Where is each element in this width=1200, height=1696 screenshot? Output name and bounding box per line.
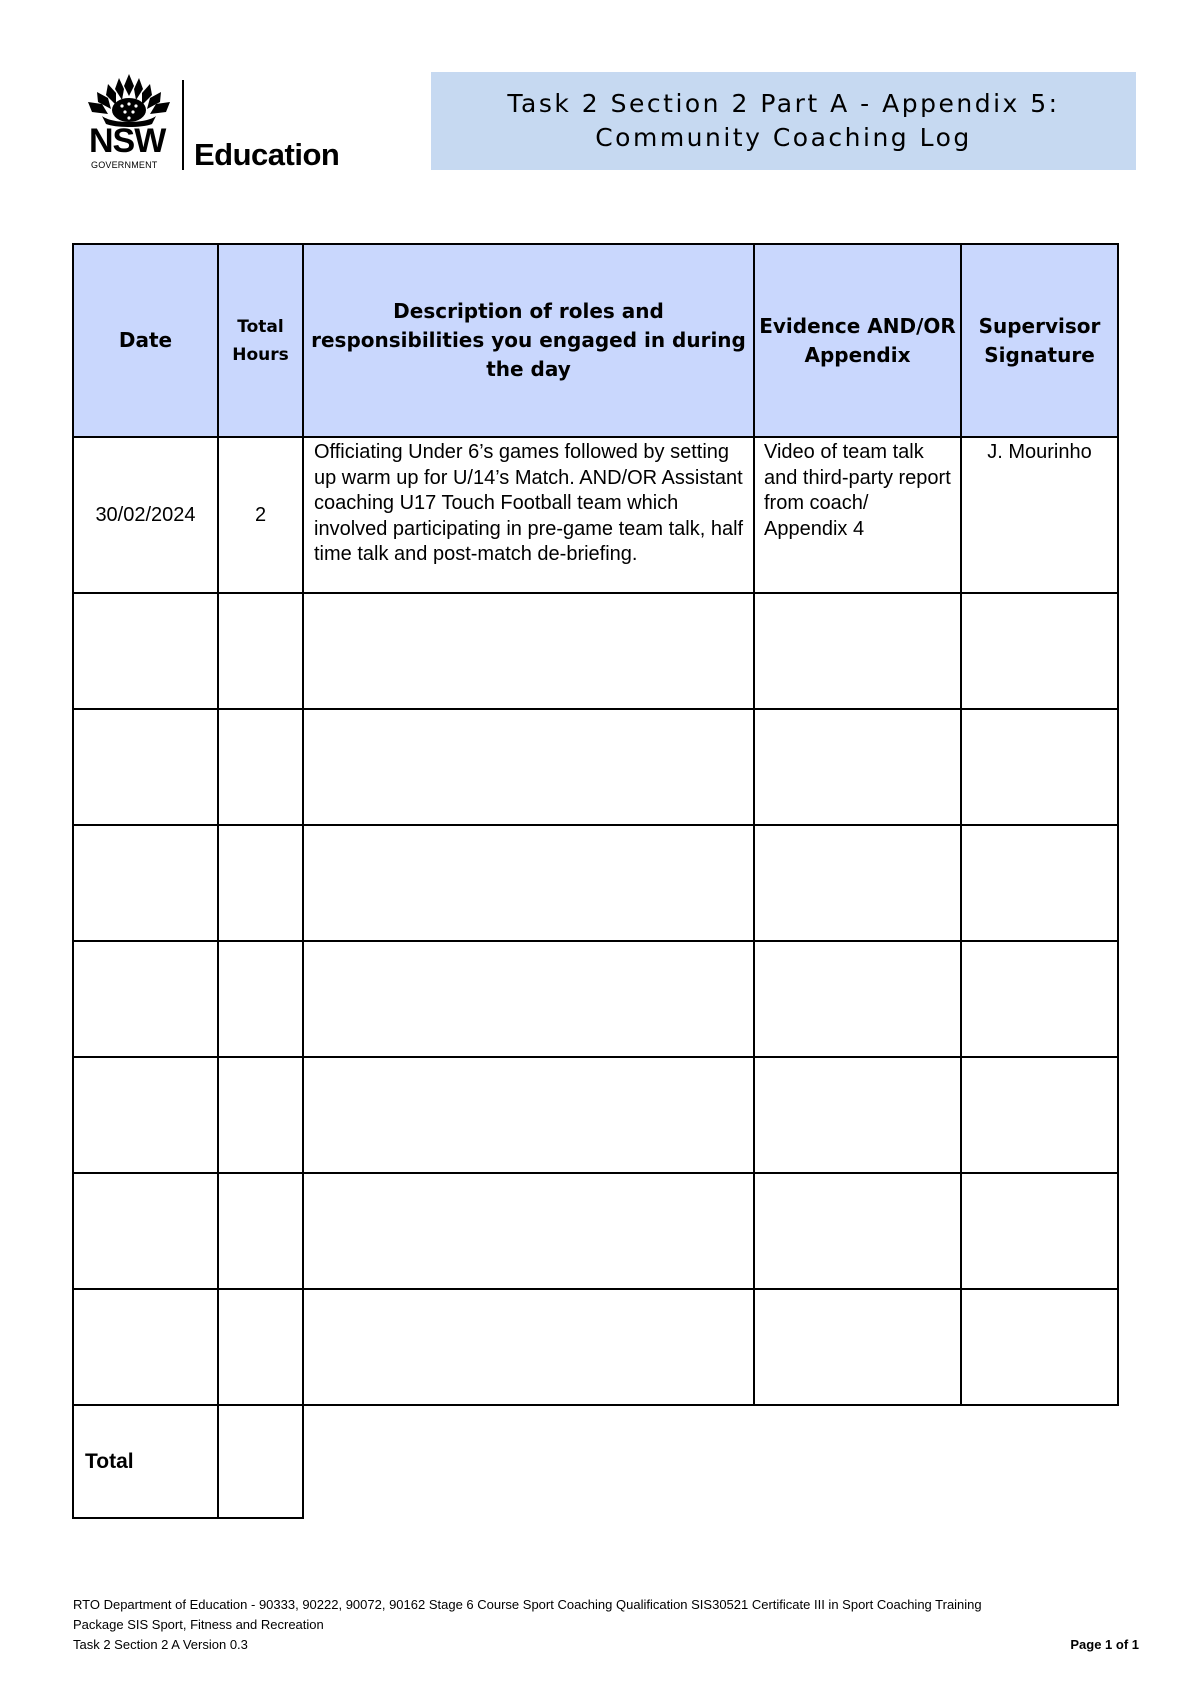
header-evidence: Evidence AND/OR Appendix xyxy=(754,244,961,437)
cell-date[interactable] xyxy=(73,1289,218,1405)
cell-supervisor-signature[interactable] xyxy=(961,593,1118,709)
table-row xyxy=(73,593,1118,709)
logo-nsw-text: NSW xyxy=(89,122,166,160)
cell-total-hours[interactable] xyxy=(218,1289,303,1405)
cell-description[interactable] xyxy=(303,941,754,1057)
cell-evidence[interactable]: Video of team talk and third-party report from coach/ Appendix 4 xyxy=(754,437,961,593)
cell-evidence[interactable] xyxy=(754,1173,961,1289)
cell-date[interactable] xyxy=(73,941,218,1057)
cell-total-hours[interactable] xyxy=(218,825,303,941)
footer-rto-line: RTO Department of Education - 90333, 90222, 90072, 90162 Stage 6 Course Sport Coaching Qualification SIS30521 Certificate III in Sport Coaching Training xyxy=(73,1597,982,1612)
header-total-hours: Total Hours xyxy=(218,244,303,437)
total-row-blank xyxy=(303,1405,1118,1518)
table-row xyxy=(73,825,1118,941)
cell-date[interactable] xyxy=(73,1057,218,1173)
cell-description[interactable] xyxy=(303,593,754,709)
total-label: Total xyxy=(73,1405,218,1518)
cell-supervisor-signature[interactable] xyxy=(961,941,1118,1057)
cell-evidence[interactable] xyxy=(754,593,961,709)
cell-evidence[interactable] xyxy=(754,1057,961,1173)
logo-education-text: Education xyxy=(194,137,340,172)
cell-supervisor-signature[interactable] xyxy=(961,709,1118,825)
total-hours-value[interactable] xyxy=(218,1405,303,1518)
table-row xyxy=(73,1057,1118,1173)
table-row xyxy=(73,941,1118,1057)
cell-total-hours[interactable] xyxy=(218,941,303,1057)
total-row xyxy=(73,1405,1118,1518)
cell-supervisor-signature[interactable]: J. Mourinho xyxy=(961,437,1118,593)
cell-supervisor-signature[interactable] xyxy=(961,1057,1118,1173)
header-supervisor-signature: Supervisor Signature xyxy=(961,244,1118,437)
logo-divider xyxy=(182,80,184,170)
table-header-row xyxy=(73,244,1118,437)
table-row xyxy=(73,1173,1118,1289)
table-row xyxy=(73,437,1118,593)
cell-total-hours[interactable]: 2 xyxy=(218,437,303,593)
cell-description[interactable] xyxy=(303,1289,754,1405)
cell-description[interactable] xyxy=(303,1173,754,1289)
footer-page-number: Page 1 of 1 xyxy=(1070,1637,1139,1652)
cell-total-hours[interactable] xyxy=(218,1057,303,1173)
header-date: Date xyxy=(73,244,218,437)
cell-total-hours[interactable] xyxy=(218,593,303,709)
cell-date[interactable] xyxy=(73,1173,218,1289)
cell-description[interactable] xyxy=(303,825,754,941)
document-title: Task 2 Section 2 Part A - Appendix 5: Community Coaching Log xyxy=(507,89,1060,152)
waratah-flower-icon xyxy=(86,72,172,128)
cell-supervisor-signature[interactable] xyxy=(961,825,1118,941)
footer-version-line: Task 2 Section 2 A Version 0.3 xyxy=(73,1637,248,1652)
header-description: Description of roles and responsibilities you engaged in during the day xyxy=(303,244,754,437)
cell-evidence[interactable] xyxy=(754,709,961,825)
cell-total-hours[interactable] xyxy=(218,1173,303,1289)
cell-total-hours[interactable] xyxy=(218,709,303,825)
cell-description[interactable]: Officiating Under 6’s games followed by setting up warm up for U/14’s Match. AND/OR Assistant coaching U17 Touch Football team which involved participating in pre-game team talk, half time talk and post-match de-briefing. xyxy=(303,437,754,593)
cell-date[interactable] xyxy=(73,709,218,825)
cell-description[interactable] xyxy=(303,1057,754,1173)
cell-supervisor-signature[interactable] xyxy=(961,1289,1118,1405)
cell-supervisor-signature[interactable] xyxy=(961,1173,1118,1289)
coaching-log-table xyxy=(72,243,1119,1519)
cell-date[interactable] xyxy=(73,593,218,709)
table-row xyxy=(73,1289,1118,1405)
page-footer xyxy=(73,1595,1139,1655)
cell-evidence[interactable] xyxy=(754,1289,961,1405)
document-title-box xyxy=(431,72,1136,170)
table-row xyxy=(73,709,1118,825)
cell-evidence[interactable] xyxy=(754,941,961,1057)
cell-evidence[interactable] xyxy=(754,825,961,941)
logo-government-text: GOVERNMENT xyxy=(91,160,158,170)
nsw-education-logo xyxy=(86,72,356,176)
cell-date[interactable]: 30/02/2024 xyxy=(73,437,218,593)
cell-date[interactable] xyxy=(73,825,218,941)
footer-package-line: Package SIS Sport, Fitness and Recreation xyxy=(73,1617,324,1632)
cell-description[interactable] xyxy=(303,709,754,825)
